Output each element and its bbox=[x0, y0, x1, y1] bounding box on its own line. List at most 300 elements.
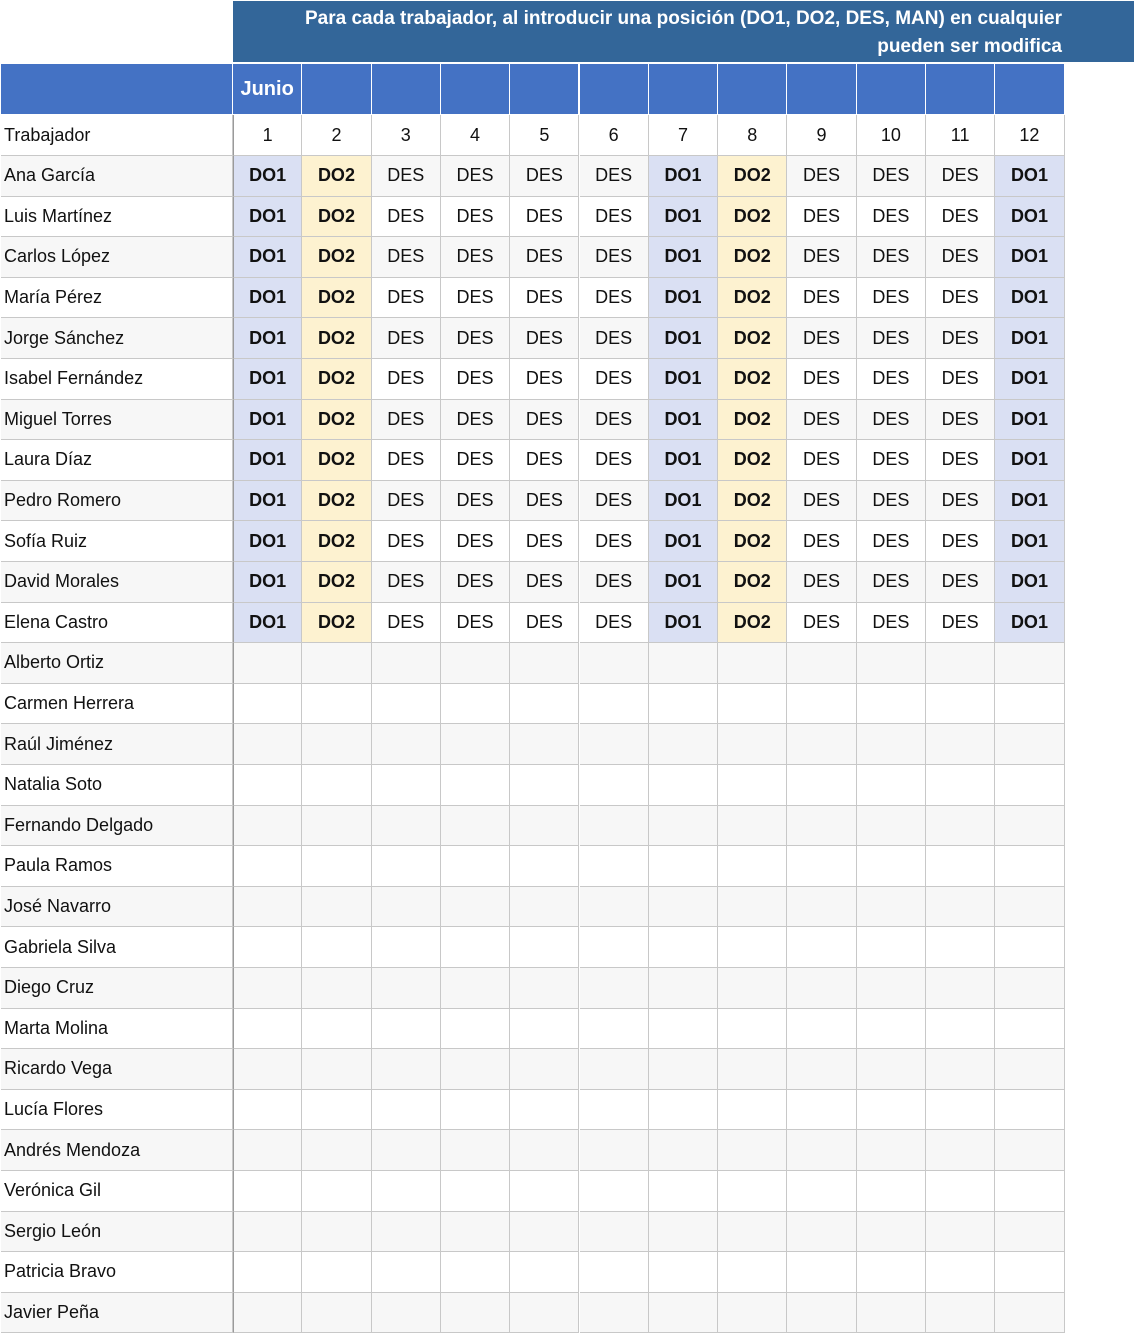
schedule-cell[interactable]: DES bbox=[510, 562, 579, 603]
schedule-cell[interactable] bbox=[233, 724, 302, 765]
schedule-cell[interactable] bbox=[857, 643, 926, 684]
schedule-cell[interactable]: DES bbox=[510, 197, 579, 238]
schedule-cell[interactable] bbox=[580, 1049, 649, 1090]
schedule-cell[interactable] bbox=[995, 1049, 1064, 1090]
header-day-cell[interactable] bbox=[787, 64, 856, 115]
schedule-cell[interactable] bbox=[441, 927, 510, 968]
worker-name-cell[interactable]: Ricardo Vega bbox=[1, 1049, 233, 1090]
schedule-cell[interactable] bbox=[787, 806, 856, 847]
schedule-cell[interactable] bbox=[857, 1212, 926, 1253]
schedule-cell[interactable]: DES bbox=[787, 278, 856, 319]
day-number-cell[interactable]: 6 bbox=[580, 115, 649, 156]
schedule-cell[interactable]: DES bbox=[372, 359, 441, 400]
schedule-cell[interactable] bbox=[787, 1130, 856, 1171]
schedule-cell[interactable]: DES bbox=[580, 440, 649, 481]
schedule-cell[interactable] bbox=[580, 724, 649, 765]
schedule-cell[interactable] bbox=[233, 1252, 302, 1293]
schedule-cell[interactable] bbox=[233, 968, 302, 1009]
schedule-cell[interactable] bbox=[857, 1171, 926, 1212]
schedule-cell[interactable] bbox=[510, 765, 579, 806]
header-day-cell[interactable] bbox=[995, 64, 1064, 115]
schedule-cell[interactable] bbox=[926, 968, 995, 1009]
worker-name-cell[interactable]: David Morales bbox=[1, 562, 233, 603]
schedule-cell[interactable] bbox=[510, 887, 579, 928]
schedule-cell[interactable] bbox=[233, 684, 302, 725]
schedule-cell[interactable]: DES bbox=[857, 521, 926, 562]
schedule-cell[interactable]: DES bbox=[510, 278, 579, 319]
header-day-cell[interactable] bbox=[510, 64, 579, 115]
schedule-cell[interactable] bbox=[302, 684, 371, 725]
worker-name-cell[interactable]: Verónica Gil bbox=[1, 1171, 233, 1212]
schedule-cell[interactable]: DO2 bbox=[302, 440, 371, 481]
schedule-cell[interactable]: DO1 bbox=[233, 400, 302, 441]
schedule-cell[interactable]: DO1 bbox=[649, 156, 718, 197]
schedule-cell[interactable]: DO1 bbox=[649, 400, 718, 441]
worker-name-cell[interactable]: Paula Ramos bbox=[1, 846, 233, 887]
schedule-cell[interactable]: DO1 bbox=[649, 237, 718, 278]
schedule-cell[interactable] bbox=[857, 806, 926, 847]
header-day-cell[interactable] bbox=[649, 64, 718, 115]
schedule-cell[interactable]: DES bbox=[372, 278, 441, 319]
schedule-cell[interactable]: DES bbox=[372, 400, 441, 441]
schedule-cell[interactable] bbox=[580, 927, 649, 968]
worker-name-cell[interactable]: Isabel Fernández bbox=[1, 359, 233, 400]
schedule-cell[interactable]: DO1 bbox=[649, 318, 718, 359]
schedule-cell[interactable] bbox=[787, 643, 856, 684]
schedule-cell[interactable] bbox=[372, 1009, 441, 1050]
schedule-cell[interactable] bbox=[372, 1090, 441, 1131]
schedule-cell[interactable] bbox=[372, 846, 441, 887]
schedule-cell[interactable] bbox=[649, 684, 718, 725]
schedule-cell[interactable]: DES bbox=[926, 400, 995, 441]
schedule-cell[interactable]: DES bbox=[510, 400, 579, 441]
schedule-cell[interactable]: DO1 bbox=[995, 481, 1064, 522]
schedule-cell[interactable]: DES bbox=[857, 400, 926, 441]
schedule-cell[interactable] bbox=[857, 724, 926, 765]
schedule-cell[interactable]: DO1 bbox=[233, 603, 302, 644]
schedule-cell[interactable]: DES bbox=[926, 562, 995, 603]
schedule-cell[interactable]: DO1 bbox=[233, 481, 302, 522]
schedule-cell[interactable] bbox=[302, 643, 371, 684]
schedule-cell[interactable]: DO2 bbox=[302, 562, 371, 603]
header-day-cell[interactable] bbox=[441, 64, 510, 115]
schedule-cell[interactable]: DO1 bbox=[649, 521, 718, 562]
schedule-cell[interactable]: DES bbox=[787, 156, 856, 197]
schedule-cell[interactable] bbox=[302, 887, 371, 928]
schedule-cell[interactable]: DO2 bbox=[718, 400, 787, 441]
schedule-cell[interactable] bbox=[580, 1212, 649, 1253]
schedule-cell[interactable]: DES bbox=[441, 481, 510, 522]
schedule-cell[interactable] bbox=[233, 1212, 302, 1253]
schedule-cell[interactable] bbox=[718, 927, 787, 968]
schedule-cell[interactable] bbox=[510, 1252, 579, 1293]
worker-name-cell[interactable]: Gabriela Silva bbox=[1, 927, 233, 968]
schedule-cell[interactable] bbox=[302, 1171, 371, 1212]
schedule-cell[interactable] bbox=[441, 1009, 510, 1050]
schedule-cell[interactable]: DO1 bbox=[649, 197, 718, 238]
schedule-cell[interactable]: DO2 bbox=[718, 237, 787, 278]
schedule-cell[interactable] bbox=[580, 846, 649, 887]
day-number-cell[interactable]: 12 bbox=[995, 115, 1064, 156]
schedule-cell[interactable]: DO2 bbox=[718, 318, 787, 359]
schedule-cell[interactable]: DES bbox=[857, 237, 926, 278]
schedule-cell[interactable]: DES bbox=[441, 156, 510, 197]
worker-name-cell[interactable]: Sofía Ruiz bbox=[1, 521, 233, 562]
schedule-cell[interactable]: DES bbox=[787, 359, 856, 400]
schedule-cell[interactable] bbox=[302, 927, 371, 968]
schedule-cell[interactable] bbox=[302, 1009, 371, 1050]
schedule-cell[interactable] bbox=[302, 1049, 371, 1090]
schedule-cell[interactable] bbox=[372, 1212, 441, 1253]
schedule-cell[interactable]: DO2 bbox=[718, 156, 787, 197]
schedule-cell[interactable] bbox=[510, 1130, 579, 1171]
day-number-cell[interactable]: 11 bbox=[926, 115, 995, 156]
schedule-cell[interactable] bbox=[580, 1130, 649, 1171]
schedule-cell[interactable]: DES bbox=[580, 481, 649, 522]
schedule-cell[interactable]: DO1 bbox=[649, 278, 718, 319]
schedule-cell[interactable] bbox=[302, 1130, 371, 1171]
schedule-cell[interactable] bbox=[441, 1293, 510, 1333]
schedule-cell[interactable] bbox=[649, 1009, 718, 1050]
schedule-cell[interactable] bbox=[580, 1293, 649, 1333]
schedule-cell[interactable] bbox=[580, 1171, 649, 1212]
schedule-cell[interactable]: DO1 bbox=[995, 400, 1064, 441]
schedule-cell[interactable] bbox=[787, 968, 856, 1009]
schedule-cell[interactable]: DO2 bbox=[718, 603, 787, 644]
schedule-cell[interactable] bbox=[372, 1293, 441, 1333]
worker-name-cell[interactable]: Luis Martínez bbox=[1, 197, 233, 238]
schedule-cell[interactable] bbox=[995, 684, 1064, 725]
schedule-cell[interactable] bbox=[718, 1130, 787, 1171]
schedule-cell[interactable]: DES bbox=[787, 197, 856, 238]
schedule-cell[interactable]: DO1 bbox=[995, 156, 1064, 197]
schedule-cell[interactable] bbox=[372, 643, 441, 684]
schedule-cell[interactable]: DES bbox=[441, 318, 510, 359]
schedule-cell[interactable] bbox=[580, 968, 649, 1009]
schedule-cell[interactable] bbox=[510, 1049, 579, 1090]
schedule-cell[interactable] bbox=[718, 968, 787, 1009]
schedule-cell[interactable]: DO2 bbox=[302, 278, 371, 319]
schedule-cell[interactable] bbox=[372, 1130, 441, 1171]
header-day-cell[interactable] bbox=[926, 64, 995, 115]
schedule-cell[interactable]: DO2 bbox=[302, 156, 371, 197]
schedule-cell[interactable]: DO2 bbox=[718, 562, 787, 603]
day-number-cell[interactable]: 9 bbox=[787, 115, 856, 156]
schedule-cell[interactable]: DES bbox=[372, 440, 441, 481]
schedule-cell[interactable]: DES bbox=[787, 562, 856, 603]
schedule-cell[interactable]: DES bbox=[510, 481, 579, 522]
schedule-cell[interactable]: DES bbox=[510, 359, 579, 400]
schedule-cell[interactable] bbox=[649, 1090, 718, 1131]
schedule-cell[interactable]: DES bbox=[441, 440, 510, 481]
schedule-cell[interactable]: DES bbox=[372, 603, 441, 644]
schedule-cell[interactable]: DO2 bbox=[302, 481, 371, 522]
schedule-cell[interactable] bbox=[580, 765, 649, 806]
schedule-cell[interactable] bbox=[787, 765, 856, 806]
schedule-cell[interactable]: DO2 bbox=[302, 359, 371, 400]
schedule-cell[interactable] bbox=[926, 1252, 995, 1293]
schedule-cell[interactable] bbox=[233, 643, 302, 684]
schedule-cell[interactable] bbox=[926, 1293, 995, 1333]
schedule-cell[interactable] bbox=[857, 927, 926, 968]
schedule-cell[interactable] bbox=[510, 724, 579, 765]
worker-name-cell[interactable]: Javier Peña bbox=[1, 1293, 233, 1333]
schedule-cell[interactable]: DO2 bbox=[302, 237, 371, 278]
schedule-cell[interactable] bbox=[441, 968, 510, 1009]
worker-name-cell[interactable]: Fernando Delgado bbox=[1, 806, 233, 847]
schedule-cell[interactable]: DES bbox=[580, 562, 649, 603]
schedule-cell[interactable]: DES bbox=[510, 237, 579, 278]
schedule-cell[interactable]: DO2 bbox=[302, 197, 371, 238]
schedule-cell[interactable] bbox=[510, 1090, 579, 1131]
schedule-cell[interactable] bbox=[649, 1293, 718, 1333]
schedule-cell[interactable] bbox=[649, 1130, 718, 1171]
schedule-cell[interactable] bbox=[441, 1212, 510, 1253]
schedule-cell[interactable] bbox=[857, 684, 926, 725]
schedule-cell[interactable]: DES bbox=[926, 197, 995, 238]
schedule-cell[interactable]: DES bbox=[441, 400, 510, 441]
schedule-cell[interactable]: DO1 bbox=[649, 481, 718, 522]
schedule-cell[interactable] bbox=[995, 1171, 1064, 1212]
day-number-cell[interactable]: 5 bbox=[510, 115, 579, 156]
schedule-cell[interactable] bbox=[787, 887, 856, 928]
schedule-cell[interactable]: DO1 bbox=[995, 521, 1064, 562]
schedule-cell[interactable]: DO2 bbox=[302, 400, 371, 441]
schedule-cell[interactable]: DES bbox=[580, 603, 649, 644]
schedule-cell[interactable] bbox=[995, 846, 1064, 887]
schedule-cell[interactable] bbox=[649, 1049, 718, 1090]
schedule-cell[interactable]: DO1 bbox=[233, 562, 302, 603]
day-number-cell[interactable]: 10 bbox=[857, 115, 926, 156]
schedule-cell[interactable]: DES bbox=[787, 603, 856, 644]
schedule-cell[interactable] bbox=[372, 1252, 441, 1293]
schedule-cell[interactable] bbox=[926, 806, 995, 847]
schedule-cell[interactable] bbox=[995, 1090, 1064, 1131]
schedule-cell[interactable]: DO1 bbox=[995, 359, 1064, 400]
worker-name-cell[interactable]: Patricia Bravo bbox=[1, 1252, 233, 1293]
worker-name-cell[interactable]: Lucía Flores bbox=[1, 1090, 233, 1131]
day-number-cell[interactable]: 1 bbox=[233, 115, 302, 156]
schedule-cell[interactable] bbox=[718, 643, 787, 684]
schedule-cell[interactable] bbox=[718, 887, 787, 928]
schedule-cell[interactable]: DO1 bbox=[233, 521, 302, 562]
schedule-cell[interactable] bbox=[926, 1171, 995, 1212]
schedule-cell[interactable] bbox=[233, 1090, 302, 1131]
schedule-cell[interactable] bbox=[510, 643, 579, 684]
schedule-cell[interactable] bbox=[441, 846, 510, 887]
schedule-cell[interactable] bbox=[995, 1130, 1064, 1171]
schedule-cell[interactable]: DES bbox=[857, 359, 926, 400]
worker-name-cell[interactable]: Laura Díaz bbox=[1, 440, 233, 481]
schedule-cell[interactable] bbox=[718, 1212, 787, 1253]
schedule-cell[interactable] bbox=[926, 927, 995, 968]
schedule-cell[interactable] bbox=[302, 765, 371, 806]
schedule-cell[interactable] bbox=[718, 1293, 787, 1333]
schedule-cell[interactable] bbox=[372, 765, 441, 806]
schedule-cell[interactable] bbox=[372, 968, 441, 1009]
schedule-cell[interactable] bbox=[787, 724, 856, 765]
schedule-cell[interactable]: DO1 bbox=[649, 603, 718, 644]
schedule-cell[interactable] bbox=[926, 643, 995, 684]
schedule-cell[interactable]: DES bbox=[372, 521, 441, 562]
schedule-cell[interactable] bbox=[510, 1009, 579, 1050]
schedule-cell[interactable]: DO1 bbox=[649, 359, 718, 400]
schedule-cell[interactable] bbox=[649, 1212, 718, 1253]
schedule-cell[interactable] bbox=[926, 1212, 995, 1253]
schedule-cell[interactable] bbox=[857, 887, 926, 928]
schedule-cell[interactable] bbox=[441, 724, 510, 765]
schedule-cell[interactable]: DES bbox=[441, 521, 510, 562]
schedule-cell[interactable]: DES bbox=[441, 359, 510, 400]
schedule-cell[interactable]: DES bbox=[510, 521, 579, 562]
schedule-cell[interactable] bbox=[995, 887, 1064, 928]
schedule-cell[interactable]: DES bbox=[926, 521, 995, 562]
schedule-cell[interactable] bbox=[580, 1252, 649, 1293]
schedule-cell[interactable] bbox=[995, 927, 1064, 968]
worker-name-cell[interactable]: Miguel Torres bbox=[1, 400, 233, 441]
schedule-cell[interactable] bbox=[718, 1090, 787, 1131]
header-day-cell[interactable] bbox=[580, 64, 649, 115]
schedule-cell[interactable]: DO2 bbox=[718, 197, 787, 238]
header-day-cell[interactable] bbox=[718, 64, 787, 115]
schedule-cell[interactable] bbox=[995, 724, 1064, 765]
schedule-cell[interactable] bbox=[510, 846, 579, 887]
schedule-cell[interactable] bbox=[926, 887, 995, 928]
schedule-cell[interactable]: DO1 bbox=[233, 156, 302, 197]
schedule-cell[interactable] bbox=[926, 846, 995, 887]
schedule-cell[interactable]: DO1 bbox=[649, 562, 718, 603]
schedule-cell[interactable] bbox=[510, 806, 579, 847]
schedule-cell[interactable]: DES bbox=[857, 156, 926, 197]
schedule-cell[interactable]: DES bbox=[441, 603, 510, 644]
schedule-cell[interactable]: DO1 bbox=[995, 278, 1064, 319]
worker-name-cell[interactable]: Carmen Herrera bbox=[1, 684, 233, 725]
schedule-cell[interactable] bbox=[857, 1293, 926, 1333]
schedule-cell[interactable]: DES bbox=[510, 156, 579, 197]
schedule-cell[interactable] bbox=[926, 684, 995, 725]
header-day-cell[interactable] bbox=[857, 64, 926, 115]
schedule-cell[interactable] bbox=[787, 927, 856, 968]
schedule-cell[interactable]: DO1 bbox=[995, 318, 1064, 359]
schedule-cell[interactable]: DES bbox=[926, 278, 995, 319]
schedule-cell[interactable]: DES bbox=[441, 197, 510, 238]
schedule-cell[interactable] bbox=[372, 684, 441, 725]
schedule-cell[interactable]: DES bbox=[441, 237, 510, 278]
schedule-cell[interactable]: DES bbox=[926, 603, 995, 644]
day-number-cell[interactable]: 3 bbox=[372, 115, 441, 156]
schedule-cell[interactable] bbox=[372, 887, 441, 928]
schedule-cell[interactable] bbox=[233, 806, 302, 847]
schedule-cell[interactable] bbox=[372, 1171, 441, 1212]
schedule-cell[interactable] bbox=[926, 765, 995, 806]
worker-name-cell[interactable]: Natalia Soto bbox=[1, 765, 233, 806]
schedule-cell[interactable] bbox=[718, 724, 787, 765]
schedule-cell[interactable] bbox=[441, 1252, 510, 1293]
schedule-cell[interactable]: DES bbox=[787, 318, 856, 359]
schedule-cell[interactable] bbox=[649, 765, 718, 806]
schedule-cell[interactable]: DO2 bbox=[302, 603, 371, 644]
worker-name-cell[interactable]: Jorge Sánchez bbox=[1, 318, 233, 359]
day-number-cell[interactable]: 2 bbox=[302, 115, 371, 156]
schedule-cell[interactable] bbox=[995, 765, 1064, 806]
worker-name-cell[interactable]: Sergio León bbox=[1, 1212, 233, 1253]
schedule-cell[interactable]: DES bbox=[510, 603, 579, 644]
schedule-cell[interactable] bbox=[787, 1212, 856, 1253]
schedule-cell[interactable] bbox=[302, 1252, 371, 1293]
schedule-cell[interactable]: DES bbox=[580, 521, 649, 562]
schedule-cell[interactable]: DES bbox=[580, 156, 649, 197]
schedule-cell[interactable]: DES bbox=[787, 237, 856, 278]
worker-name-cell[interactable]: Alberto Ortiz bbox=[1, 643, 233, 684]
schedule-cell[interactable]: DES bbox=[926, 318, 995, 359]
month-header-cell[interactable]: Junio bbox=[233, 64, 302, 115]
schedule-cell[interactable] bbox=[649, 927, 718, 968]
schedule-cell[interactable] bbox=[372, 724, 441, 765]
schedule-cell[interactable] bbox=[441, 684, 510, 725]
schedule-cell[interactable] bbox=[302, 846, 371, 887]
schedule-cell[interactable] bbox=[233, 927, 302, 968]
worker-name-cell[interactable]: Elena Castro bbox=[1, 603, 233, 644]
schedule-cell[interactable]: DES bbox=[926, 156, 995, 197]
schedule-cell[interactable] bbox=[441, 1049, 510, 1090]
header-day-cell[interactable] bbox=[372, 64, 441, 115]
schedule-cell[interactable] bbox=[718, 1049, 787, 1090]
schedule-cell[interactable] bbox=[926, 1009, 995, 1050]
schedule-cell[interactable] bbox=[857, 1090, 926, 1131]
schedule-cell[interactable]: DES bbox=[787, 521, 856, 562]
schedule-cell[interactable] bbox=[787, 1009, 856, 1050]
schedule-cell[interactable] bbox=[995, 806, 1064, 847]
schedule-cell[interactable]: DES bbox=[580, 318, 649, 359]
schedule-cell[interactable] bbox=[857, 1130, 926, 1171]
schedule-cell[interactable]: DES bbox=[510, 440, 579, 481]
schedule-cell[interactable] bbox=[580, 1009, 649, 1050]
schedule-cell[interactable] bbox=[372, 806, 441, 847]
schedule-cell[interactable]: DES bbox=[580, 237, 649, 278]
schedule-cell[interactable]: DO1 bbox=[233, 440, 302, 481]
worker-name-cell[interactable]: Diego Cruz bbox=[1, 968, 233, 1009]
schedule-cell[interactable]: DO1 bbox=[995, 562, 1064, 603]
schedule-cell[interactable] bbox=[510, 1293, 579, 1333]
schedule-cell[interactable]: DO2 bbox=[718, 278, 787, 319]
schedule-cell[interactable] bbox=[302, 806, 371, 847]
worker-name-cell[interactable]: María Pérez bbox=[1, 278, 233, 319]
schedule-cell[interactable] bbox=[649, 968, 718, 1009]
schedule-cell[interactable] bbox=[926, 724, 995, 765]
schedule-cell[interactable] bbox=[718, 846, 787, 887]
schedule-cell[interactable]: DES bbox=[372, 197, 441, 238]
schedule-cell[interactable]: DES bbox=[857, 603, 926, 644]
schedule-cell[interactable]: DO2 bbox=[718, 359, 787, 400]
schedule-cell[interactable] bbox=[372, 927, 441, 968]
worker-name-cell[interactable]: Ana García bbox=[1, 156, 233, 197]
schedule-cell[interactable]: DES bbox=[510, 318, 579, 359]
schedule-cell[interactable] bbox=[580, 887, 649, 928]
schedule-cell[interactable] bbox=[510, 1171, 579, 1212]
schedule-cell[interactable]: DES bbox=[441, 278, 510, 319]
schedule-cell[interactable] bbox=[441, 1171, 510, 1212]
schedule-cell[interactable] bbox=[302, 724, 371, 765]
schedule-cell[interactable]: DES bbox=[372, 318, 441, 359]
schedule-cell[interactable] bbox=[302, 1090, 371, 1131]
schedule-cell[interactable]: DO1 bbox=[233, 278, 302, 319]
schedule-cell[interactable]: DES bbox=[372, 237, 441, 278]
schedule-cell[interactable] bbox=[372, 1049, 441, 1090]
day-number-cell[interactable]: 4 bbox=[441, 115, 510, 156]
schedule-cell[interactable]: DO1 bbox=[995, 603, 1064, 644]
schedule-cell[interactable] bbox=[857, 1009, 926, 1050]
schedule-cell[interactable] bbox=[995, 1252, 1064, 1293]
